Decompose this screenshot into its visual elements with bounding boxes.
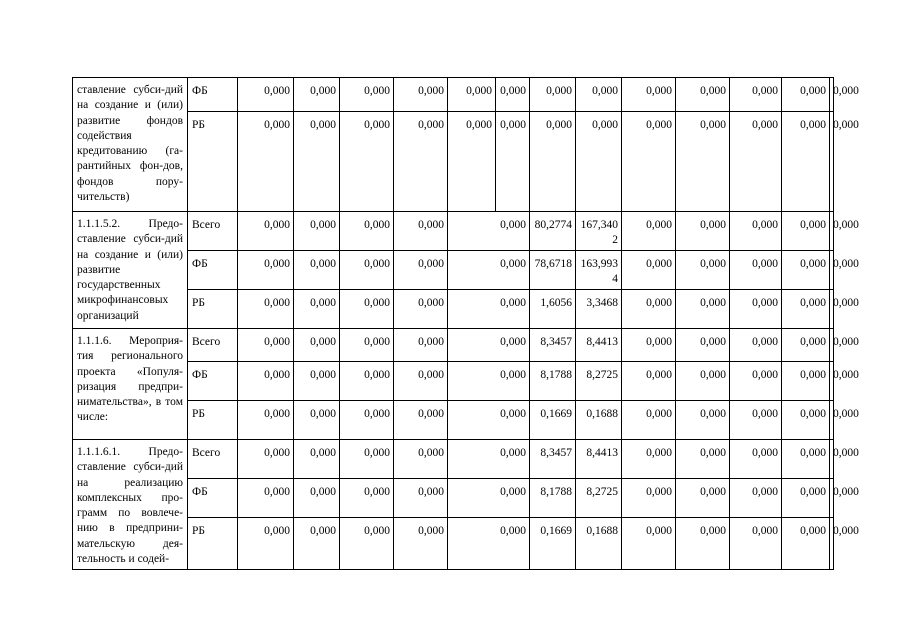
value-cell: 8,3457 [530,329,576,362]
table-row [73,362,834,401]
value-cell: 167,3402 [576,212,622,251]
value-cell: 0,000 [676,112,730,212]
value-cell: 0,000 [730,329,782,362]
value-cell: 0,000 [238,479,294,518]
value-cell: 0,000 [782,362,830,401]
row-group-description: 1.1.1.6. Мероприя-тия регионального проекта «Популя-ризация предпри-нимательства», в том числе: [73,329,188,440]
value-cell: 0,000 [730,112,782,212]
value-cell: 8,2725 [576,479,622,518]
value-cell: 0,000 [530,112,576,212]
value-cell: 0,000 [830,251,834,290]
value-cell: 0,000 [676,78,730,112]
value-cell: 0,000 [622,329,676,362]
value-cell: 0,000 [294,518,340,570]
table-row [73,440,834,479]
value-cell: 0,000 [730,251,782,290]
value-cell: 0,000 [782,329,830,362]
value-cell: 0,000 [676,251,730,290]
value-cell: 0,000 [830,290,834,329]
value-cell: 0,000 [676,401,730,440]
value-cell: 0,000 [394,440,448,479]
value-cell: 0,000 [394,518,448,570]
value-cell: 0,000 [830,112,834,212]
value-cell: 0,000 [782,112,830,212]
value-cell: 0,000 [394,251,448,290]
value-cell: 0,000 [238,329,294,362]
value-cell: 163,9934 [576,251,622,290]
value-cell: 0,000 [238,78,294,112]
table-row [73,518,834,570]
funding-source-cell: РБ [188,290,238,329]
value-cell: 0,000 [730,290,782,329]
value-cell: 0,000 [622,362,676,401]
value-cell: 0,000 [340,362,394,401]
value-cell: 0,000 [622,518,676,570]
value-cell: 0,000 [782,290,830,329]
value-cell: 0,1669 [530,518,576,570]
value-cell: 0,000 [448,290,530,329]
funding-source-cell: Всего [188,440,238,479]
value-cell: 0,000 [730,362,782,401]
value-cell: 0,000 [294,212,340,251]
value-cell: 0,000 [294,112,340,212]
value-cell: 0,000 [340,518,394,570]
value-cell: 0,000 [622,212,676,251]
value-cell: 0,000 [294,251,340,290]
value-cell: 0,000 [448,440,530,479]
value-cell: 0,000 [730,401,782,440]
value-cell: 0,000 [448,212,530,251]
value-cell: 0,000 [394,112,448,212]
value-cell: 0,000 [238,518,294,570]
value-cell: 0,000 [676,290,730,329]
value-cell: 0,000 [496,112,530,212]
value-cell: 0,000 [340,479,394,518]
value-cell: 3,3468 [576,290,622,329]
value-cell: 0,000 [782,251,830,290]
value-cell: 0,000 [830,401,834,440]
funding-source-cell: ФБ [188,479,238,518]
value-cell: 0,1669 [530,401,576,440]
value-cell: 0,000 [238,362,294,401]
value-cell: 0,000 [830,518,834,570]
value-cell: 0,000 [394,329,448,362]
value-cell: 0,000 [238,401,294,440]
value-cell: 0,000 [676,329,730,362]
value-cell: 0,000 [576,78,622,112]
value-cell: 0,000 [448,78,496,112]
funding-source-cell: ФБ [188,251,238,290]
value-cell: 0,1688 [576,518,622,570]
table-row [73,112,834,212]
funding-source-cell: РБ [188,401,238,440]
value-cell: 0,000 [448,362,530,401]
value-cell: 8,2725 [576,362,622,401]
value-cell: 0,000 [294,401,340,440]
value-cell: 0,000 [340,212,394,251]
value-cell: 0,000 [340,112,394,212]
value-cell: 0,000 [340,78,394,112]
value-cell: 0,000 [830,329,834,362]
funding-source-cell: РБ [188,112,238,212]
value-cell: 0,000 [530,78,576,112]
value-cell: 0,000 [340,290,394,329]
value-cell: 0,000 [676,440,730,479]
value-cell: 0,000 [340,329,394,362]
value-cell: 0,000 [730,440,782,479]
table-row [73,78,834,112]
value-cell: 0,000 [294,362,340,401]
table-body [73,78,859,570]
value-cell: 0,000 [340,251,394,290]
value-cell: 0,000 [782,440,830,479]
value-cell: 0,000 [676,518,730,570]
value-cell: 0,000 [448,518,530,570]
value-cell: 0,000 [622,78,676,112]
table-row [73,290,834,329]
value-cell: 0,000 [448,479,530,518]
value-cell: 0,000 [782,401,830,440]
value-cell: 0,000 [830,212,834,251]
value-cell: 8,1788 [530,479,576,518]
value-cell: 0,000 [294,440,340,479]
value-cell: 0,000 [394,479,448,518]
value-cell: 0,000 [622,251,676,290]
value-cell: 0,000 [830,362,834,401]
row-group-description: 1.1.1.5.2. Предо-ставление субси-дий на создание и (или) развитие государственных микрофинансовых организаций [73,212,188,329]
value-cell: 0,000 [830,440,834,479]
value-cell: 8,4413 [576,440,622,479]
value-cell: 0,000 [782,479,830,518]
value-cell: 0,000 [622,440,676,479]
budget-table [72,77,859,570]
value-cell: 0,000 [676,362,730,401]
value-cell: 0,000 [238,440,294,479]
value-cell: 0,000 [676,479,730,518]
table-row [73,251,834,290]
funding-source-cell: РБ [188,518,238,570]
value-cell: 0,000 [294,479,340,518]
value-cell: 78,6718 [530,251,576,290]
value-cell: 0,000 [448,329,530,362]
value-cell: 80,2774 [530,212,576,251]
value-cell: 0,000 [448,112,496,212]
value-cell: 0,000 [622,112,676,212]
value-cell: 0,000 [294,78,340,112]
value-cell: 0,000 [394,78,448,112]
value-cell: 8,4413 [576,329,622,362]
value-cell: 0,000 [394,290,448,329]
value-cell: 0,000 [730,479,782,518]
funding-source-cell: ФБ [188,78,238,112]
row-group-description: 1.1.1.6.1. Предо-ставление субси-дий на реализацию комплексных про-грамм по вовлече-нию в предприни-мательскую дея-тельность и содей- [73,440,188,570]
value-cell: 0,000 [622,401,676,440]
value-cell: 0,000 [830,78,834,112]
value-cell: 0,000 [238,212,294,251]
funding-source-cell: ФБ [188,362,238,401]
value-cell: 0,000 [782,212,830,251]
value-cell: 0,000 [394,401,448,440]
table-row [73,212,834,251]
value-cell: 0,000 [496,78,530,112]
value-cell: 0,000 [238,112,294,212]
value-cell: 0,000 [448,401,530,440]
value-cell: 1,6056 [530,290,576,329]
row-group-description: ставление субси-дий на создание и (или) развитие фондов содействия кредитованию (га-рантийных фон-дов, фондов пору-чительств) [73,78,188,212]
value-cell: 0,000 [782,518,830,570]
funding-source-cell: Всего [188,212,238,251]
value-cell: 0,000 [294,290,340,329]
table-row [73,401,834,440]
value-cell: 0,000 [394,212,448,251]
value-cell: 0,000 [576,112,622,212]
value-cell: 0,000 [448,251,530,290]
value-cell: 0,000 [730,212,782,251]
funding-source-cell: Всего [188,329,238,362]
table-row [73,329,834,362]
value-cell: 0,000 [622,290,676,329]
value-cell: 0,000 [676,212,730,251]
value-cell: 8,1788 [530,362,576,401]
value-cell: 0,000 [238,251,294,290]
value-cell: 0,000 [238,290,294,329]
value-cell: 0,000 [830,479,834,518]
value-cell: 8,3457 [530,440,576,479]
table-row [73,479,834,518]
value-cell: 0,000 [340,440,394,479]
value-cell: 0,000 [394,362,448,401]
value-cell: 0,000 [340,401,394,440]
value-cell: 0,000 [730,518,782,570]
value-cell: 0,000 [730,78,782,112]
value-cell: 0,000 [294,329,340,362]
value-cell: 0,000 [782,78,830,112]
value-cell: 0,000 [622,479,676,518]
value-cell: 0,1688 [576,401,622,440]
